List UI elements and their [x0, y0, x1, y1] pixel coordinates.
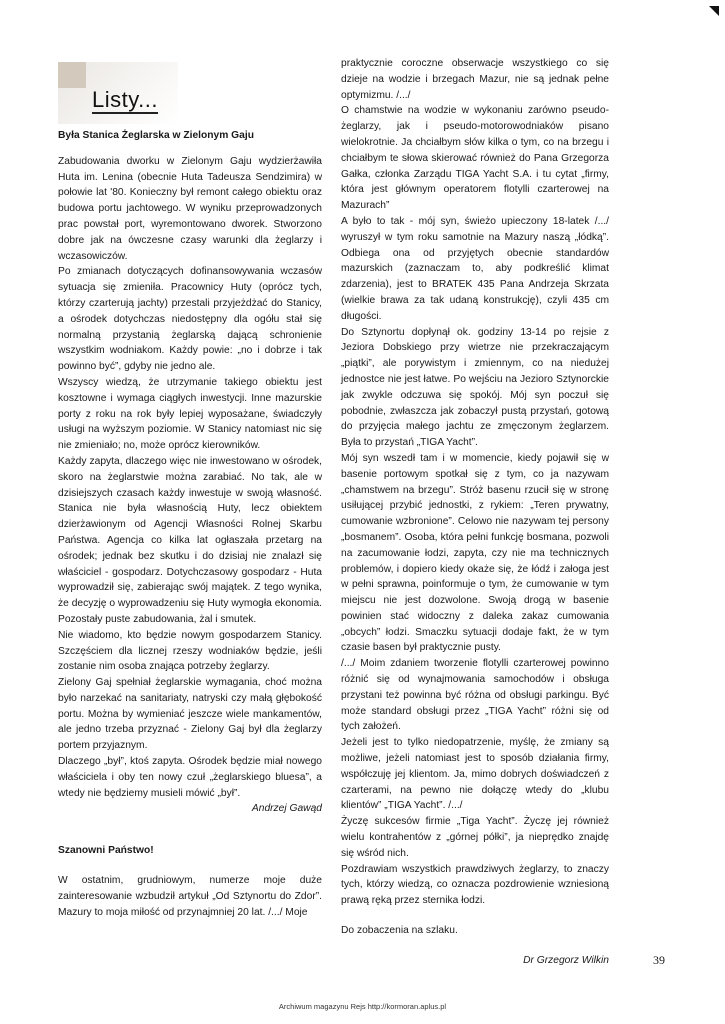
paragraph: Do Sztynortu dopłynął ok. godziny 13-14 po rejsie z Jeziora Dobskiego przy wietrze nie przekraczającym „piątki”, ale porywistym i zmiennym, co na niedużej jednostce nie jest łatwe. Po wejściu na Jezioro Sztynorckie jak zwykle odczuwa się spokój. Mój syn poczuł się pobodnie, zwłaszcza jak zobaczył pustą przystań, gotową do przyjęcia małego jachtu ze zmęczonym żeglarzem. Była to przystań „TIGA Yacht”. — [341, 326, 609, 449]
closing-line: Do zobaczenia na szlaku. — [341, 925, 458, 937]
paragraph: W ostatnim, grudniowym, numerze moje duże zainteresowanie wzbudził artykuł „Od Sztynortu do Zdor”. Mazury to moja miłość od przynajmniej 20 lat. /.../ Moje — [58, 875, 322, 918]
footer-archive-note: Archiwum magazynu Rejs http://kormoran.aplus.pl — [278, 1002, 447, 1011]
paragraph: /.../ Moim zdaniem tworzenie flotylli czarterowej powinno różnić się od wynajmowania samochodów i obsługa przystani też powinna być różna od obsługi parkingu. Być może standard obsługi przez „TIGA Yacht” różni się od tych założeń. — [341, 658, 609, 733]
paragraph: A było to tak - mój syn, świeżo upieczony 18-latek /.../ wyruszył w tym roku samotnie na Mazury naszą „łódką”. Odbiega ona od przyjętych obecnie standardów mazurskich (zaznaczam to, aby podkreślić klimat zdarzenia), jest to BRATEK 435 Pana Andrzeja Skrzata (wielkie brawa za tak udaną konstrukcję), czyli 435 cm długości. — [341, 215, 609, 322]
paragraph: Wszyscy wiedzą, że utrzymanie takiego obiektu jest kosztowne i wymaga ciągłych inwestycji. Inne mazurskie porty z roku na rok były lepiej wyposażane, świadczyły usługi na wyższym poziomie. W Stanicy natomiast nic się nie zmieniało; no, może oprócz kierowników. — [58, 376, 322, 452]
signature-right: Dr Grzegorz Wilkin — [523, 954, 609, 966]
paragraph: O chamstwie na wodzie w wykonaniu zarówno pseudo-żeglarzy, jak i pseudo-motorowodniaków pisano wielokrotnie. Ja chciałbym słów kilka o tym, co na brzegu i chciałbym te słowa skierować również do Pana Grzegorza Gałka, członka Zarządu TIGA Yacht S.A. i tu cytat „firmy, która jest głównym operatorem flotylli czarterowej na Mazurach” — [341, 105, 609, 212]
article-heading: Była Stanica Żeglarska w Zielonym Gaju — [58, 130, 254, 141]
paragraph: Każdy zapyta, dlaczego więc nie inwestowano w ośrodek, skoro na żeglarstwie można zarabiać. No tak, ale w dzisiejszych czasach każdy inwestuje w swoją własność. Stanica nie była własnością Huty, lecz obiektem dzierżawionym od Agencji Własności Rolnej Skarbu Państwa. Agencja co kilka lat ogłaszała przetarg na ośrodek; jednak bez skutku i do dzisiaj nie znalazł się właściciel - gospodarz. Dotychczasowy gospodarz - Huta wyprowadził się, zabierając swój majątek. Z tego wynika, że decyzję o wyprowadzeniu się Huty wymogła ekonomia. Pozostały puste zabudowania, żal i smutek. — [58, 455, 322, 625]
paragraph: Jeżeli jest to tylko niedopatrzenie, myślę, że zmiany są możliwe, jeżeli natomiast jest to sposób działania firmy, współczuję jej klientom. Ja, mimo dobrych doświadczeń z czarterami, na pewno nie dołączę wtedy do „klubu klientów” „TIGA Yacht”. /.../ — [341, 737, 609, 812]
paragraph: Pozdrawiam wszystkich prawdziwych żeglarzy, to znaczy tych, którzy wiedzą, co oznacza pozdrowienie wzniesioną prawą ręką przez sternika łodzi. — [341, 863, 609, 907]
left-column — [58, 128, 322, 920]
spacer — [341, 939, 609, 953]
paragraph: Zabudowania dworku w Zielonym Gaju wydzierżawiła Huta im. Lenina (obecnie Huta Tadeusza Sendzimira) w połowie lat '80. Konieczny był remont całego obiektu oraz budowa portu jachtowego. W wyniku przeprowadzonych prac powstał port, wyremontowano dworek. Stworzono dobre jak na ówczesne czasy warunki dla żeglarzy i wczasowiczów. — [58, 155, 322, 262]
paragraph: Dlaczego „był”, ktoś zapyta. Ośrodek będzie miał nowego właściciela i oby ten nowy czuł „żeglarskiego bluesa”, a wtedy nie będziemy musieli mówić „był”. — [58, 756, 322, 799]
paragraph: Nie wiadomo, kto będzie nowym gospodarzem Stanicy. Szczęściem dla licznej rzeszy wodniaków będzie, jeśli zostanie nim osoba znająca potrzeby żeglarzy. — [58, 629, 322, 673]
page-title: Listy... — [92, 87, 158, 112]
spacer — [341, 909, 609, 923]
letter-greeting: Szanowni Państwo! — [58, 845, 154, 857]
paragraph: Po zmianach dotyczących dofinansowywania wczasów sytuacja się zmieniła. Pracownicy Huty (oprócz tych, którzy czarterują jachty) przestali przyjeżdżać do Stanicy, a ośrodek dotychczas niedostępny dla ogółu stał się normalną przystanią żeglarską dającą schronienie wszystkim wodniakom. Każdy powie: „no i dobrze i tak powinno być”, gdyby nie jedno ale. — [58, 266, 322, 373]
right-column — [341, 56, 609, 969]
paragraph: Zielony Gaj spełniał żeglarskie wymagania, choć można było narzekać na sanitariaty, natryski czy małą głębokość portu. Można by wymieniać jeszcze wiele mankamentów, ale jedno trzeba przyznać - Zielony Gaj był dla żeglarzy portem przyjaznym. — [58, 677, 322, 752]
paragraph: Życzę sukcesów firmie „Tiga Yacht”. Życzę jej również wielu kontrahentów z „górnej półki”, ja nieprędko znajdę się wśród nich. — [341, 816, 609, 859]
page-number: 39 — [653, 953, 665, 967]
signature-left: Andrzej Gawąd — [251, 803, 322, 815]
corner-mark — [709, 6, 719, 16]
paragraph: Mój syn wszedł tam i w momencie, kiedy pojawił się w basenie portowym spotkał się z tym, co ja nazywam „chamstwem na brzegu”. Stróż basenu rzucił się w stronę usiłującej przybić jednostki, z rykiem: „Teren prywatny, cumowanie wzbronione”. Celowo nie nazywam tej persony „bosmanem”. Osoba, która pełni funkcję bosmana, pozwoli na zacumowanie łodzi, zapyta, czy nie ma technicznych problemów, i dopiero kiedy okaże się, że łódź i załoga jest w pełni sprawna, poinformuje o tym, że cumowanie w tym miejscu nie jest dozwolone. Swoją drogą w basenie powinien stać widoczny z daleka zakaz cumowania „obcych” łodzi. Smaczku sytuacji dodaje fakt, że w tym czasie basen był praktycznie pusty. — [341, 452, 609, 654]
paragraph: praktycznie coroczne obserwacje wszystkiego co się dzieje na wodzie i brzegach Mazur, nie są jednak pełne optymizmu. /.../ — [341, 58, 609, 101]
